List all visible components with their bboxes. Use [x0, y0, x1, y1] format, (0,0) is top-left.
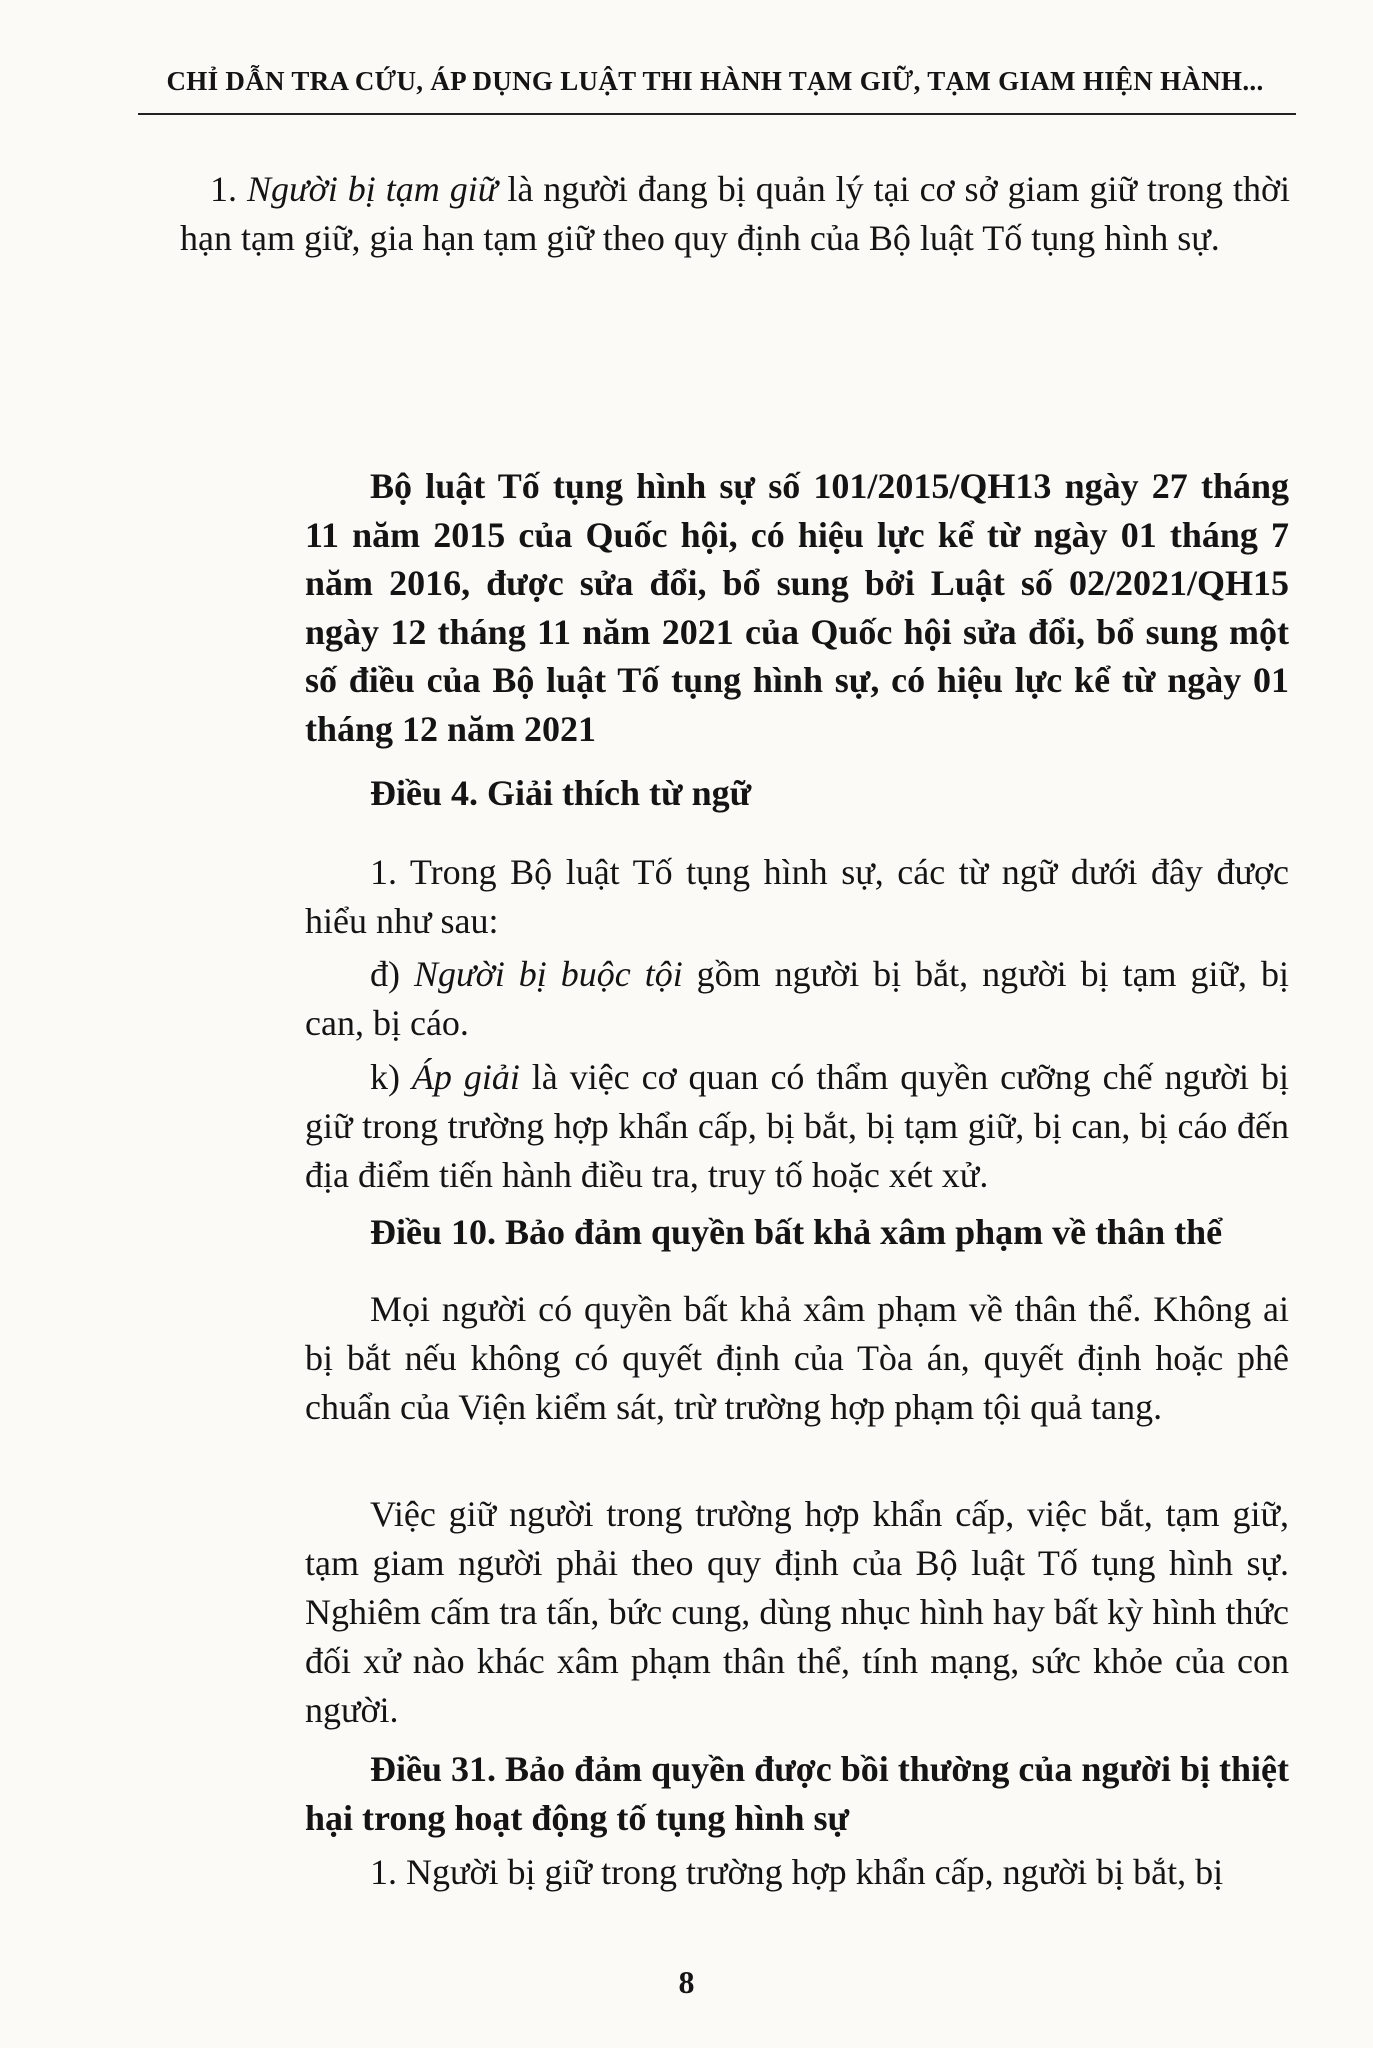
intro-term: Người bị tạm giữ	[246, 169, 498, 209]
header-rule	[138, 113, 1296, 115]
article-4-item-dd	[305, 950, 1289, 1048]
item-k-text: là việc cơ quan có thẩm quyền cưỡng chế người bị giữ trong trường hợp khẩn cấp, bị bắt, bị tạm giữ, bị can, bị cáo đến địa điểm tiến hành điều tra, truy tố hoặc xét xử.	[305, 1057, 1289, 1195]
article-31-clause-1: 1. Người bị giữ trong trường hợp khẩn cấp, người bị bắt, bị	[370, 1852, 1224, 1892]
article-4-title: Điều 4. Giải thích từ ngữ	[370, 773, 752, 813]
item-k-marker: k)	[370, 1057, 412, 1097]
item-dd-text: gồm người bị bắt, người bị tạm giữ, bị can, bị cáo.	[305, 954, 1289, 1043]
item-dd-marker: đ)	[370, 954, 414, 994]
item-k-term: Áp giải	[411, 1057, 520, 1097]
running-header: CHỈ DẪN TRA CỨU, ÁP DỤNG LUẬT THI HÀNH TẠM GIỮ, TẠM GIAM HIỆN HÀNH...	[166, 66, 1264, 96]
item-dd-term: Người bị buộc tội	[413, 954, 683, 994]
source-heading: Bộ luật Tố tụng hình sự số 101/2015/QH13 ngày 27 tháng 11 năm 2015 của Quốc hội, có hiệu lực kể từ ngày 01 tháng 7 năm 2016, được sửa đổi, bổ sung bởi Luật số 02/2021/QH15 ngày 12 tháng 11 năm 2021 của Quốc hội sửa đổi, bổ sung một số điều của Bộ luật Tố tụng hình sự, có hiệu lực kể từ ngày 01 tháng 12 năm 2021	[305, 466, 1289, 749]
article-31-title: Điều 31. Bảo đảm quyền được bồi thường của người bị thiệt hại trong hoạt động tố tụng hình sự	[305, 1749, 1289, 1838]
article-10-para-2: Việc giữ người trong trường hợp khẩn cấp, việc bắt, tạm giữ, tạm giam người phải theo quy định của Bộ luật Tố tụng hình sự. Nghiêm cấm tra tấn, bức cung, dùng nhục hình hay bất kỳ hình thức đối xử nào khác xâm phạm thân thể, tính mạng, sức khỏe của con người.	[305, 1494, 1289, 1730]
intro-number: 1.	[210, 169, 237, 209]
intro-text: là người đang bị quản lý tại cơ sở giam giữ trong thời hạn tạm giữ, gia hạn tạm giữ theo quy định của Bộ luật Tố tụng hình sự.	[180, 169, 1290, 258]
article-10-para-1: Mọi người có quyền bất khả xâm phạm về thân thể. Không ai bị bắt nếu không có quyết định của Tòa án, quyết định hoặc phê chuẩn của Viện kiểm sát, trừ trường hợp phạm tội quả tang.	[305, 1289, 1289, 1427]
article-4-item-k	[305, 1053, 1289, 1200]
intro-paragraph	[180, 165, 1290, 263]
article-4-clause-1: 1. Trong Bộ luật Tố tụng hình sự, các từ ngữ dưới đây được hiểu như sau:	[305, 852, 1289, 941]
article-10-title: Điều 10. Bảo đảm quyền bất khả xâm phạm về thân thể	[370, 1212, 1223, 1252]
page-number: 8	[678, 1964, 695, 2000]
